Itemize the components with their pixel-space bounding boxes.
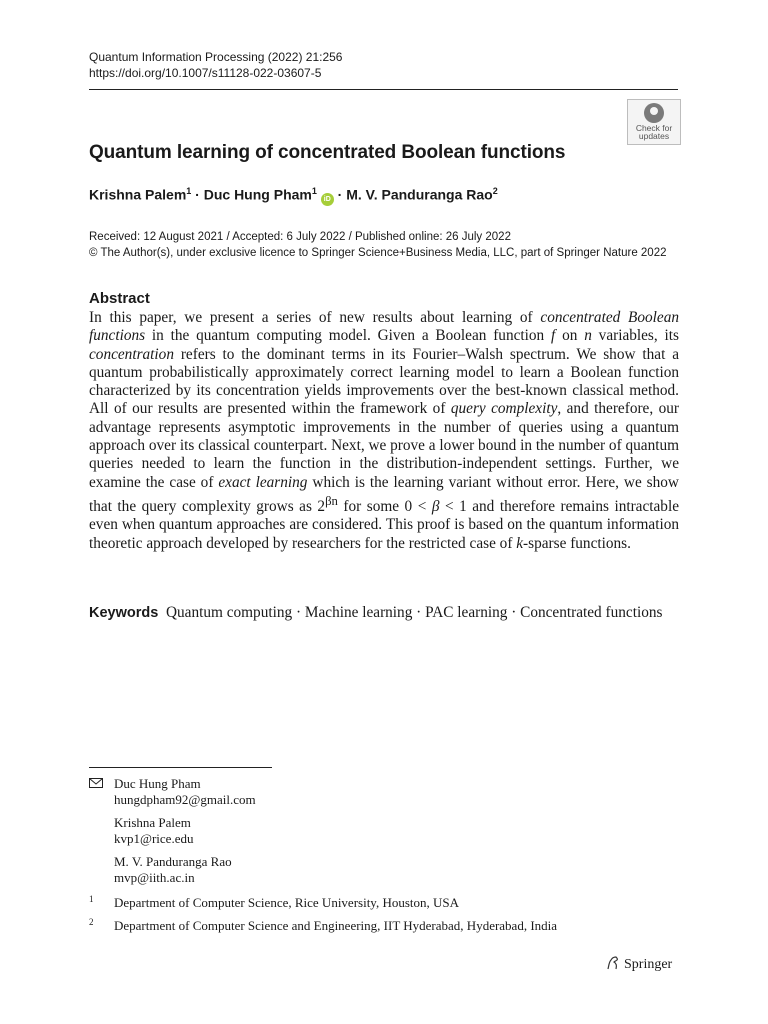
affiliation-entry (89, 895, 459, 911)
abstract-emphasis: exact learning (218, 473, 308, 491)
abstract-emphasis: f (551, 327, 556, 345)
contact-email[interactable]: mvp@iith.ac.in (114, 870, 195, 885)
contact-email[interactable]: hungdpham92@gmail.com (114, 792, 256, 807)
author-affiliation-marker: 2 (492, 186, 498, 196)
dates-line: Received: 12 August 2021 / Accepted: 6 July 2022 / Published online: 26 July 2022 (89, 231, 511, 243)
copyright-line: © The Author(s), under exclusive licence to Springer Science+Business Media, LLC, part of Springer Nature 2022 (89, 247, 667, 259)
keywords-section (89, 603, 679, 623)
envelope-icon (89, 778, 103, 788)
author-name[interactable]: Duc Hung Pham (203, 186, 312, 203)
journal-citation: Quantum Information Processing (2022) 21:256 (89, 50, 343, 64)
affiliation-text: Department of Computer Science, Rice University, Houston, USA (114, 895, 460, 910)
contact-name: Krishna Palem (114, 815, 191, 830)
header-rule (89, 89, 678, 90)
abstract-emphasis: concentration (89, 345, 174, 363)
abstract-emphasis: query complexity (450, 400, 558, 418)
abstract-segment: < 1 and therefore remains intractable even when quantum approaches are considered. This proof is based on the quantum information theoretic approach developed by researchers for the restricted case of (89, 498, 679, 552)
author-separator: · (337, 186, 343, 203)
contact-entry (114, 815, 256, 847)
corresponding-contacts (89, 776, 256, 886)
contact-name: Duc Hung Pham (114, 776, 201, 791)
affiliation-number: 1 (89, 894, 94, 904)
abstract-segment: , and therefore, our advantage represents asymptotic improvements in the number of queries using a quantum approach over its classical counterpart. Next, we prove a lower bound in the number of quantum queries needed to learn the function in the distribution-independent settings. Further, we examine the case of (89, 400, 680, 491)
author-list (89, 186, 498, 206)
abstract-emphasis: k (516, 534, 524, 552)
footnote-rule (89, 767, 272, 768)
abstract-segment: for some 0 < (337, 498, 432, 516)
abstract-segment: in the quantum computing model. Given a Boolean function (145, 327, 552, 345)
publication-dates (89, 229, 667, 261)
doi-link[interactable]: https://doi.org/10.1007/s11128-022-03607-5 (89, 66, 322, 80)
abstract-text (89, 309, 679, 553)
check-for-updates-badge[interactable] (627, 99, 681, 145)
abstract-heading: Abstract (89, 290, 150, 307)
check-updates-line1: Check for (635, 123, 673, 133)
author-affiliation-marker: 1 (311, 186, 317, 196)
check-updates-line2: updates (638, 131, 670, 141)
keywords-list: Quantum computing · Machine learning · PAC learning · Concentrated functions (165, 604, 663, 621)
publisher-name: Springer (624, 957, 673, 972)
abstract-segment: -sparse functions. (523, 534, 631, 552)
abstract-segment: In this paper, we present a series of new results about learning of (89, 309, 541, 326)
springer-horse-icon (605, 955, 621, 971)
abstract-emphasis: n (584, 327, 592, 345)
abstract-exponent: βn (325, 493, 338, 508)
journal-header (89, 49, 342, 81)
abstract-segment: variables, its (591, 327, 679, 345)
author-separator: · (195, 186, 200, 203)
author-affiliation-marker: 1 (186, 186, 192, 196)
affiliation-text: Department of Computer Science and Engineering, IIT Hyderabad, Hyderabad, India (114, 918, 558, 933)
publisher-logo (605, 955, 672, 973)
abstract-emphasis: concentrated Boolean functions (89, 309, 679, 345)
author-name[interactable]: Krishna Palem (89, 186, 187, 203)
paper-title: Quantum learning of concentrated Boolean functions (89, 142, 566, 163)
contact-entry (114, 776, 256, 808)
author-name[interactable]: M. V. Panduranga Rao (346, 186, 493, 203)
abstract-segment: on (555, 327, 585, 345)
contact-name: M. V. Panduranga Rao (114, 854, 232, 869)
keywords-label: Keywords (89, 605, 159, 621)
contact-entry (114, 854, 256, 886)
abstract-segment: which is the learning variant without error. Here, we show that the query complexity grows as 2 (89, 473, 679, 516)
check-updates-icon (644, 103, 664, 123)
orcid-icon[interactable]: iD (321, 193, 334, 206)
affiliation-number: 2 (89, 917, 94, 927)
abstract-segment: refers to the dominant terms in its Fourier–Walsh spectrum. We show that a quantum probabilistically approximately correct learning model to learn a Boolean function characterized by its concentration yields improvements over the best-known classical method. All of our results are presented within the framework of (89, 345, 679, 418)
contact-email[interactable]: kvp1@rice.edu (114, 831, 194, 846)
affiliation-entry (89, 918, 557, 934)
abstract-emphasis: β (431, 498, 440, 516)
